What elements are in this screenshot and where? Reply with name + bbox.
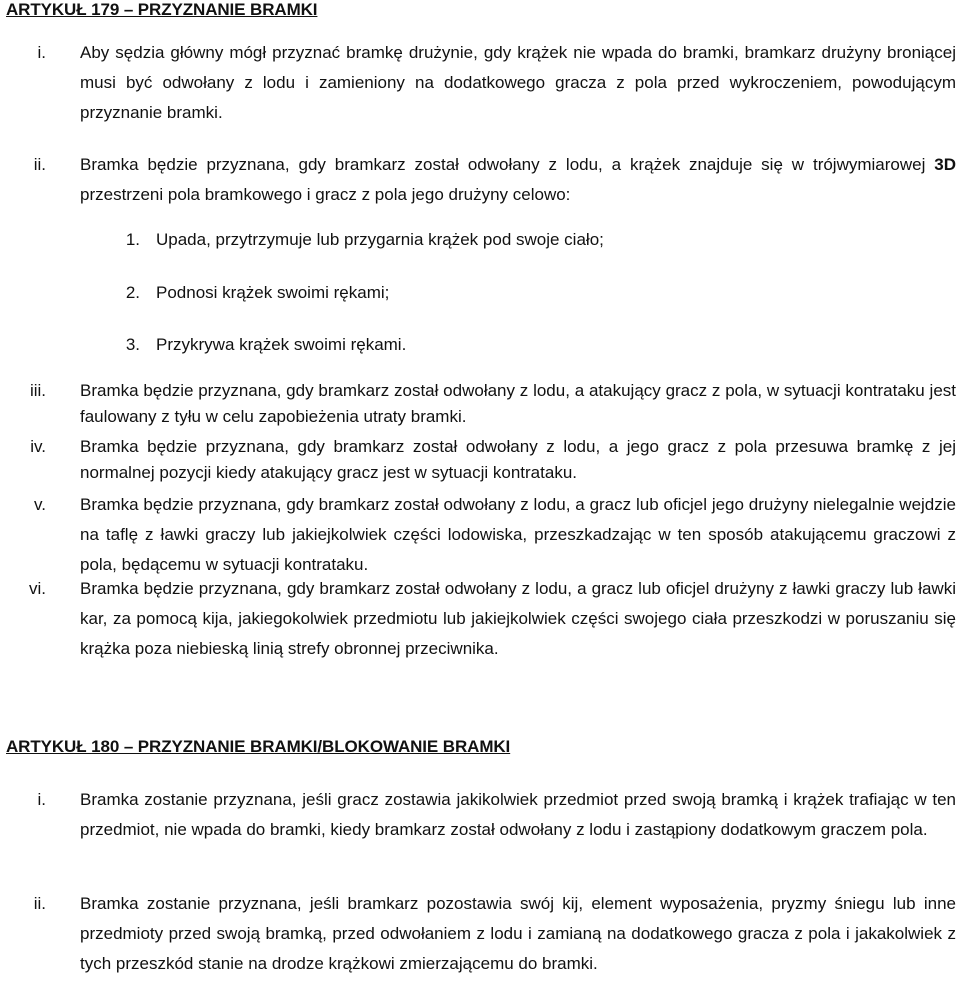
item-text-bold: 3D: [934, 155, 956, 174]
item-text: Bramka będzie przyznana, gdy bramkarz został odwołany z lodu, a atakujący gracz z pola, w sytuacji kontrataku jest faulowany z tyłu w celu zapobieżenia utraty bramki.: [80, 381, 956, 426]
item-number: v.: [34, 495, 46, 514]
article-179-heading: ARTYKUŁ 179 – PRZYZNANIE BRAMKI: [6, 0, 318, 19]
item-number: i.: [37, 790, 46, 809]
item-number: i.: [37, 43, 46, 62]
subitem-number: 3.: [125, 335, 140, 354]
item-text: Bramka będzie przyznana, gdy bramkarz został odwołany z lodu, a jego gracz z pola przesuwa bramkę z jej normalnej pozycji kiedy atakujący gracz jest w sytuacji kontrataku.: [80, 437, 956, 482]
item-number: ii.: [33, 155, 46, 174]
article-180-heading: ARTYKUŁ 180 – PRZYZNANIE BRAMKI/BLOKOWANIE BRAMKI: [6, 737, 511, 756]
item-text: Bramka będzie przyznana, gdy bramkarz został odwołany z lodu, a gracz lub oficjel jego drużyny nielegalnie wejdzie na taflę z ławki graczy lub jakiejkolwiek części lodowiska, przeszkadzając w ten sposób atakującemu graczowi z pola, będącemu w sytuacji kontrataku.: [80, 495, 956, 574]
item-text: Bramka zostanie przyznana, jeśli gracz zostawia jakikolwiek przedmiot przed swoją bramką i krążek trafiając w ten przedmiot, nie wpada do bramki, kiedy bramkarz został odwołany z lodu i zastąpiony dodatkowym graczem pola.: [80, 790, 956, 839]
item-number: ii.: [33, 894, 46, 913]
item-text-part: Bramka będzie przyznana, gdy bramkarz został odwołany z lodu, a krążek znajduje się w trójwymiarowej: [80, 155, 935, 174]
subitem-number: 1.: [125, 230, 140, 249]
item-number: iii.: [29, 381, 46, 400]
subitem-number: 2.: [125, 283, 140, 302]
item-text: [80, 150, 956, 210]
item-text-part: przestrzeni pola bramkowego i gracz z pola jego drużyny celowo:: [80, 185, 571, 204]
item-text: Bramka będzie przyznana, gdy bramkarz został odwołany z lodu, a gracz lub oficjel drużyny z ławki graczy lub ławki kar, za pomocą kija, jakiegokolwiek przedmiotu lub jakiejkolwiek części swojego ciała przeszkodzi w poruszaniu się krążka poza niebieską linią strefy obronnej przeciwnika.: [80, 579, 956, 658]
item-text: Aby sędzia główny mógł przyznać bramkę drużynie, gdy krążek nie wpada do bramki, bramkarz drużyny broniącej musi być odwołany z lodu i zamieniony na dodatkowego gracza z pola przed wykroczeniem, powodującym przyznanie bramki.: [80, 43, 956, 122]
item-text: Bramka zostanie przyznana, jeśli bramkarz pozostawia swój kij, element wyposażenia, pryzmy śniegu lub inne przedmioty przed swoją bramką, przed odwołaniem z lodu i zamianą na dodatkowego gracza z pola i jakakolwiek z tych przeszkód stanie na drodze krążkowi zmierzającemu do bramki.: [80, 894, 956, 973]
item-number: iv.: [30, 437, 46, 456]
item-number: vi.: [29, 579, 46, 598]
subitem-text: Przykrywa krążek swoimi rękami.: [156, 335, 407, 354]
subitem-text: Upada, przytrzymuje lub przygarnia krążek pod swoje ciało;: [156, 230, 604, 249]
subitem-text: Podnosi krążek swoimi rękami;: [156, 283, 390, 302]
